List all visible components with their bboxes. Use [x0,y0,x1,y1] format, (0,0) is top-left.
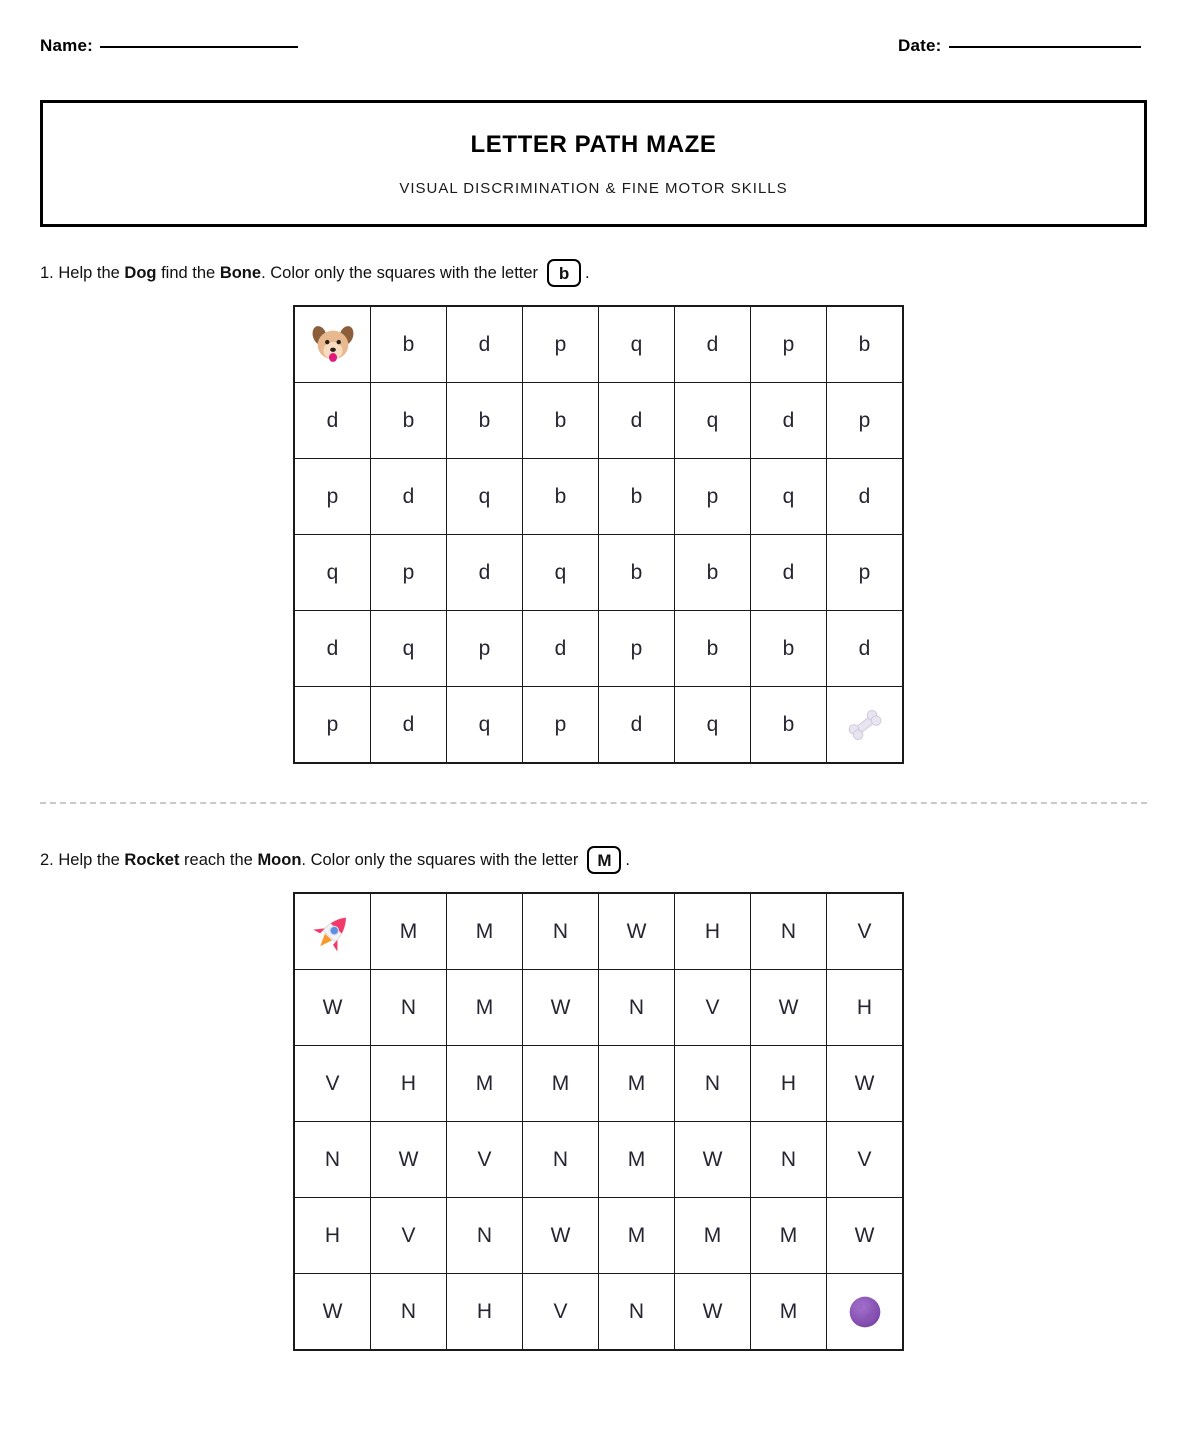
grid-cell-letter[interactable]: b [827,306,904,383]
grid-cell-letter[interactable]: V [371,1198,447,1274]
grid-cell-letter[interactable]: b [675,535,751,611]
grid-cell-letter[interactable]: N [447,1198,523,1274]
grid-cell-letter[interactable]: H [371,1046,447,1122]
grid-row [294,306,903,383]
grid-cell-letter[interactable]: q [447,687,523,764]
grid-row [294,1274,903,1351]
grid-row [294,1046,903,1122]
grid-cell-letter[interactable]: H [751,1046,827,1122]
grid-cell-letter[interactable]: M [523,1046,599,1122]
grid-cell-letter[interactable]: N [294,1122,371,1198]
grid-cell-letter[interactable]: N [523,1122,599,1198]
grid-cell-letter[interactable]: W [371,1122,447,1198]
instruction-suffix-1: . Color only the squares with the letter [261,263,539,282]
moon-icon [842,1289,888,1335]
grid-cell-letter[interactable]: N [675,1046,751,1122]
grid-row [294,459,903,535]
name-label: Name: [40,36,93,55]
moon-icon[interactable] [827,1274,904,1351]
instruction-end-1: . [585,263,590,282]
grid-row [294,893,903,970]
puzzle-number-1: 1. [40,263,54,282]
grid-cell-letter[interactable]: d [751,535,827,611]
grid-cell-letter[interactable]: d [371,687,447,764]
grid-cell-letter[interactable]: q [447,459,523,535]
grid-cell-letter[interactable]: d [675,306,751,383]
grid-cell-letter[interactable]: q [751,459,827,535]
grid-cell-letter[interactable]: q [371,611,447,687]
rocket-icon [310,909,356,955]
grid-cell-letter[interactable]: M [447,970,523,1046]
grid-cell-letter[interactable]: d [599,687,675,764]
grid-cell-letter[interactable]: p [371,535,447,611]
letter-grid-2 [293,892,904,1351]
dog-face-icon[interactable] [294,306,371,383]
grid-cell-letter[interactable]: p [447,611,523,687]
grid-cell-letter[interactable]: H [294,1198,371,1274]
grid-cell-letter[interactable]: V [447,1122,523,1198]
grid-cell-letter[interactable]: W [523,1198,599,1274]
grid-cell-letter[interactable]: H [675,893,751,970]
instruction-prefix-2: Help the [58,850,120,869]
grid-cell-letter[interactable]: b [523,383,599,459]
grid-cell-letter[interactable]: b [751,687,827,764]
puzzle-number-2: 2. [40,850,54,869]
grid-cell-letter[interactable]: q [675,687,751,764]
grid-cell-letter[interactable]: p [523,687,599,764]
instruction-middle-1: find the [161,263,216,282]
grid-cell-letter[interactable]: q [294,535,371,611]
grid-cell-letter[interactable]: p [751,306,827,383]
grid-cell-letter[interactable]: p [599,611,675,687]
page-title: LETTER PATH MAZE [470,130,717,158]
grid-cell-letter[interactable]: M [675,1198,751,1274]
instruction-subject-2: Rocket [124,850,180,869]
grid-cell-letter[interactable]: M [599,1198,675,1274]
grid-cell-letter[interactable]: W [827,1046,904,1122]
grid-cell-letter[interactable]: W [675,1122,751,1198]
bone-icon[interactable] [827,687,904,764]
grid-cell-letter[interactable]: d [447,306,523,383]
grid-cell-letter[interactable]: b [751,611,827,687]
grid-cell-letter[interactable]: b [599,459,675,535]
grid-cell-letter[interactable]: N [599,1274,675,1351]
grid-cell-letter[interactable]: V [827,893,904,970]
grid-cell-letter[interactable]: b [447,383,523,459]
letter-grid-1 [293,305,904,764]
grid-cell-letter[interactable]: W [827,1198,904,1274]
name-date-row [40,36,1147,64]
target-letter-chip-2: M [587,846,621,874]
grid-cell-letter[interactable]: p [827,383,904,459]
grid-cell-letter[interactable]: M [447,893,523,970]
rocket-icon[interactable] [294,893,371,970]
page-subtitle: VISUAL DISCRIMINATION & FINE MOTOR SKILLS [399,179,788,197]
name-write-line[interactable] [100,46,298,48]
grid-row [294,687,903,764]
target-letter-chip-1: b [547,259,581,287]
grid-cell-letter[interactable]: d [599,383,675,459]
grid-row [294,383,903,459]
grid-row [294,611,903,687]
grid-cell-letter[interactable]: d [523,611,599,687]
grid-cell-letter[interactable]: M [599,1046,675,1122]
grid-cell-letter[interactable]: W [675,1274,751,1351]
grid-cell-letter[interactable]: q [599,306,675,383]
instruction-subject-1: Dog [124,263,157,282]
instruction-1 [40,258,590,288]
grid-cell-letter[interactable]: b [599,535,675,611]
instruction-end-2: . [625,850,630,869]
grid-cell-letter[interactable]: H [447,1274,523,1351]
grid-cell-letter[interactable]: d [371,459,447,535]
instruction-suffix-2: . Color only the squares with the letter [301,850,579,869]
instruction-middle-2: reach the [184,850,253,869]
grid-cell-letter[interactable]: N [751,1122,827,1198]
grid-cell-letter[interactable]: H [827,970,904,1046]
grid-cell-letter[interactable]: d [827,459,904,535]
title-box [40,100,1147,227]
instruction-prefix-1: Help the [58,263,120,282]
grid-cell-letter[interactable]: b [371,306,447,383]
grid-cell-letter[interactable]: N [751,893,827,970]
grid-cell-letter[interactable]: W [523,970,599,1046]
grid-cell-letter[interactable]: p [675,459,751,535]
date-label: Date: [898,36,942,55]
grid-cell-letter[interactable]: M [751,1198,827,1274]
grid-cell-letter[interactable]: V [523,1274,599,1351]
instruction-2 [40,845,630,875]
grid-cell-letter[interactable]: q [523,535,599,611]
section-divider [40,802,1147,804]
grid-cell-letter[interactable]: V [675,970,751,1046]
grid-cell-letter[interactable]: d [751,383,827,459]
grid-cell-letter[interactable]: M [751,1274,827,1351]
grid-cell-letter[interactable]: N [599,970,675,1046]
grid-cell-letter[interactable]: M [599,1122,675,1198]
grid-cell-letter[interactable]: p [827,535,904,611]
grid-cell-letter[interactable]: q [675,383,751,459]
grid-cell-letter[interactable]: M [447,1046,523,1122]
date-write-line[interactable] [949,46,1141,48]
grid-cell-letter[interactable]: W [599,893,675,970]
grid-cell-letter[interactable]: V [827,1122,904,1198]
grid-cell-letter[interactable]: p [294,459,371,535]
grid-cell-letter[interactable]: b [523,459,599,535]
date-field [898,36,1141,56]
grid-cell-letter[interactable]: N [371,970,447,1046]
grid-cell-letter[interactable]: d [294,611,371,687]
grid-row [294,1198,903,1274]
grid-cell-letter[interactable]: p [294,687,371,764]
grid-cell-letter[interactable]: d [447,535,523,611]
grid-cell-letter[interactable]: N [523,893,599,970]
grid-row [294,970,903,1046]
bone-icon [842,702,888,748]
grid-row [294,535,903,611]
grid-cell-letter[interactable]: V [294,1046,371,1122]
grid-cell-letter[interactable]: d [827,611,904,687]
grid-cell-letter[interactable]: p [523,306,599,383]
grid-cell-letter[interactable]: W [294,970,371,1046]
grid-cell-letter[interactable]: N [371,1274,447,1351]
grid-cell-letter[interactable]: M [371,893,447,970]
grid-row [294,1122,903,1198]
grid-cell-letter[interactable]: d [294,383,371,459]
instruction-target-2: Moon [257,850,302,869]
dog-face-icon [310,322,356,368]
grid-cell-letter[interactable]: b [675,611,751,687]
grid-cell-letter[interactable]: W [294,1274,371,1351]
instruction-target-1: Bone [219,263,262,282]
grid-cell-letter[interactable]: b [371,383,447,459]
name-field [40,36,298,56]
grid-cell-letter[interactable]: W [751,970,827,1046]
